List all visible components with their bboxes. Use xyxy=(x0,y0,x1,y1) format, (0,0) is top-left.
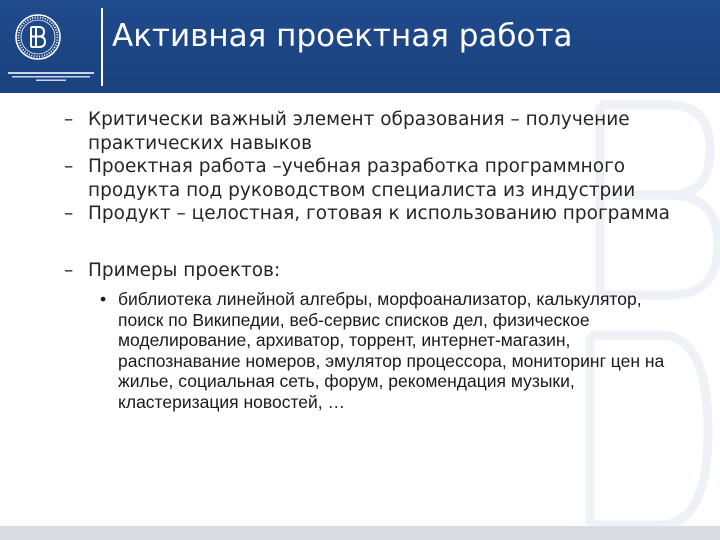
list-item-text: Проектная работа –учебная разработка программного продукта под руководством специалиста из индустрии xyxy=(88,156,636,201)
slide-header xyxy=(0,0,720,93)
header-divider xyxy=(101,8,103,86)
list-item-text: Продукт – целостная, готовая к использованию программа xyxy=(88,203,671,224)
examples-heading: Примеры проектов: xyxy=(88,259,281,281)
list-item xyxy=(64,202,704,226)
university-logo-icon xyxy=(14,13,62,61)
bullet-marker: • xyxy=(100,289,107,309)
page-title: Активная проектная работа xyxy=(112,18,573,54)
list-item-text: Критически важный элемент образования – получение практических навыков xyxy=(88,109,630,154)
dash-marker: – xyxy=(64,259,74,281)
examples-sublist xyxy=(100,289,680,412)
examples-text: библиотека линейной алгебры, морфоанализатор, калькулятор, поиск по Википедии, веб-сервис списков дел, физическое моделирование, архиватор, торрент, интернет-магазин, распознавание номеров, эмулятор процессора, мониторинг цен на жилье, социальная сеть, форум, рекомендация музыки, кластеризация новостей, … xyxy=(118,289,665,412)
dash-marker: – xyxy=(64,203,74,224)
slide-content xyxy=(64,108,704,412)
list-item xyxy=(64,155,704,202)
list-item xyxy=(64,108,704,155)
sub-list-item xyxy=(100,289,680,412)
dash-marker: – xyxy=(64,109,74,130)
dash-marker: – xyxy=(64,156,74,177)
logo-caption-icon xyxy=(8,70,94,82)
examples-heading-item xyxy=(64,259,704,283)
footer-bar xyxy=(0,526,720,540)
university-logo xyxy=(0,0,100,93)
spacer xyxy=(64,226,704,259)
